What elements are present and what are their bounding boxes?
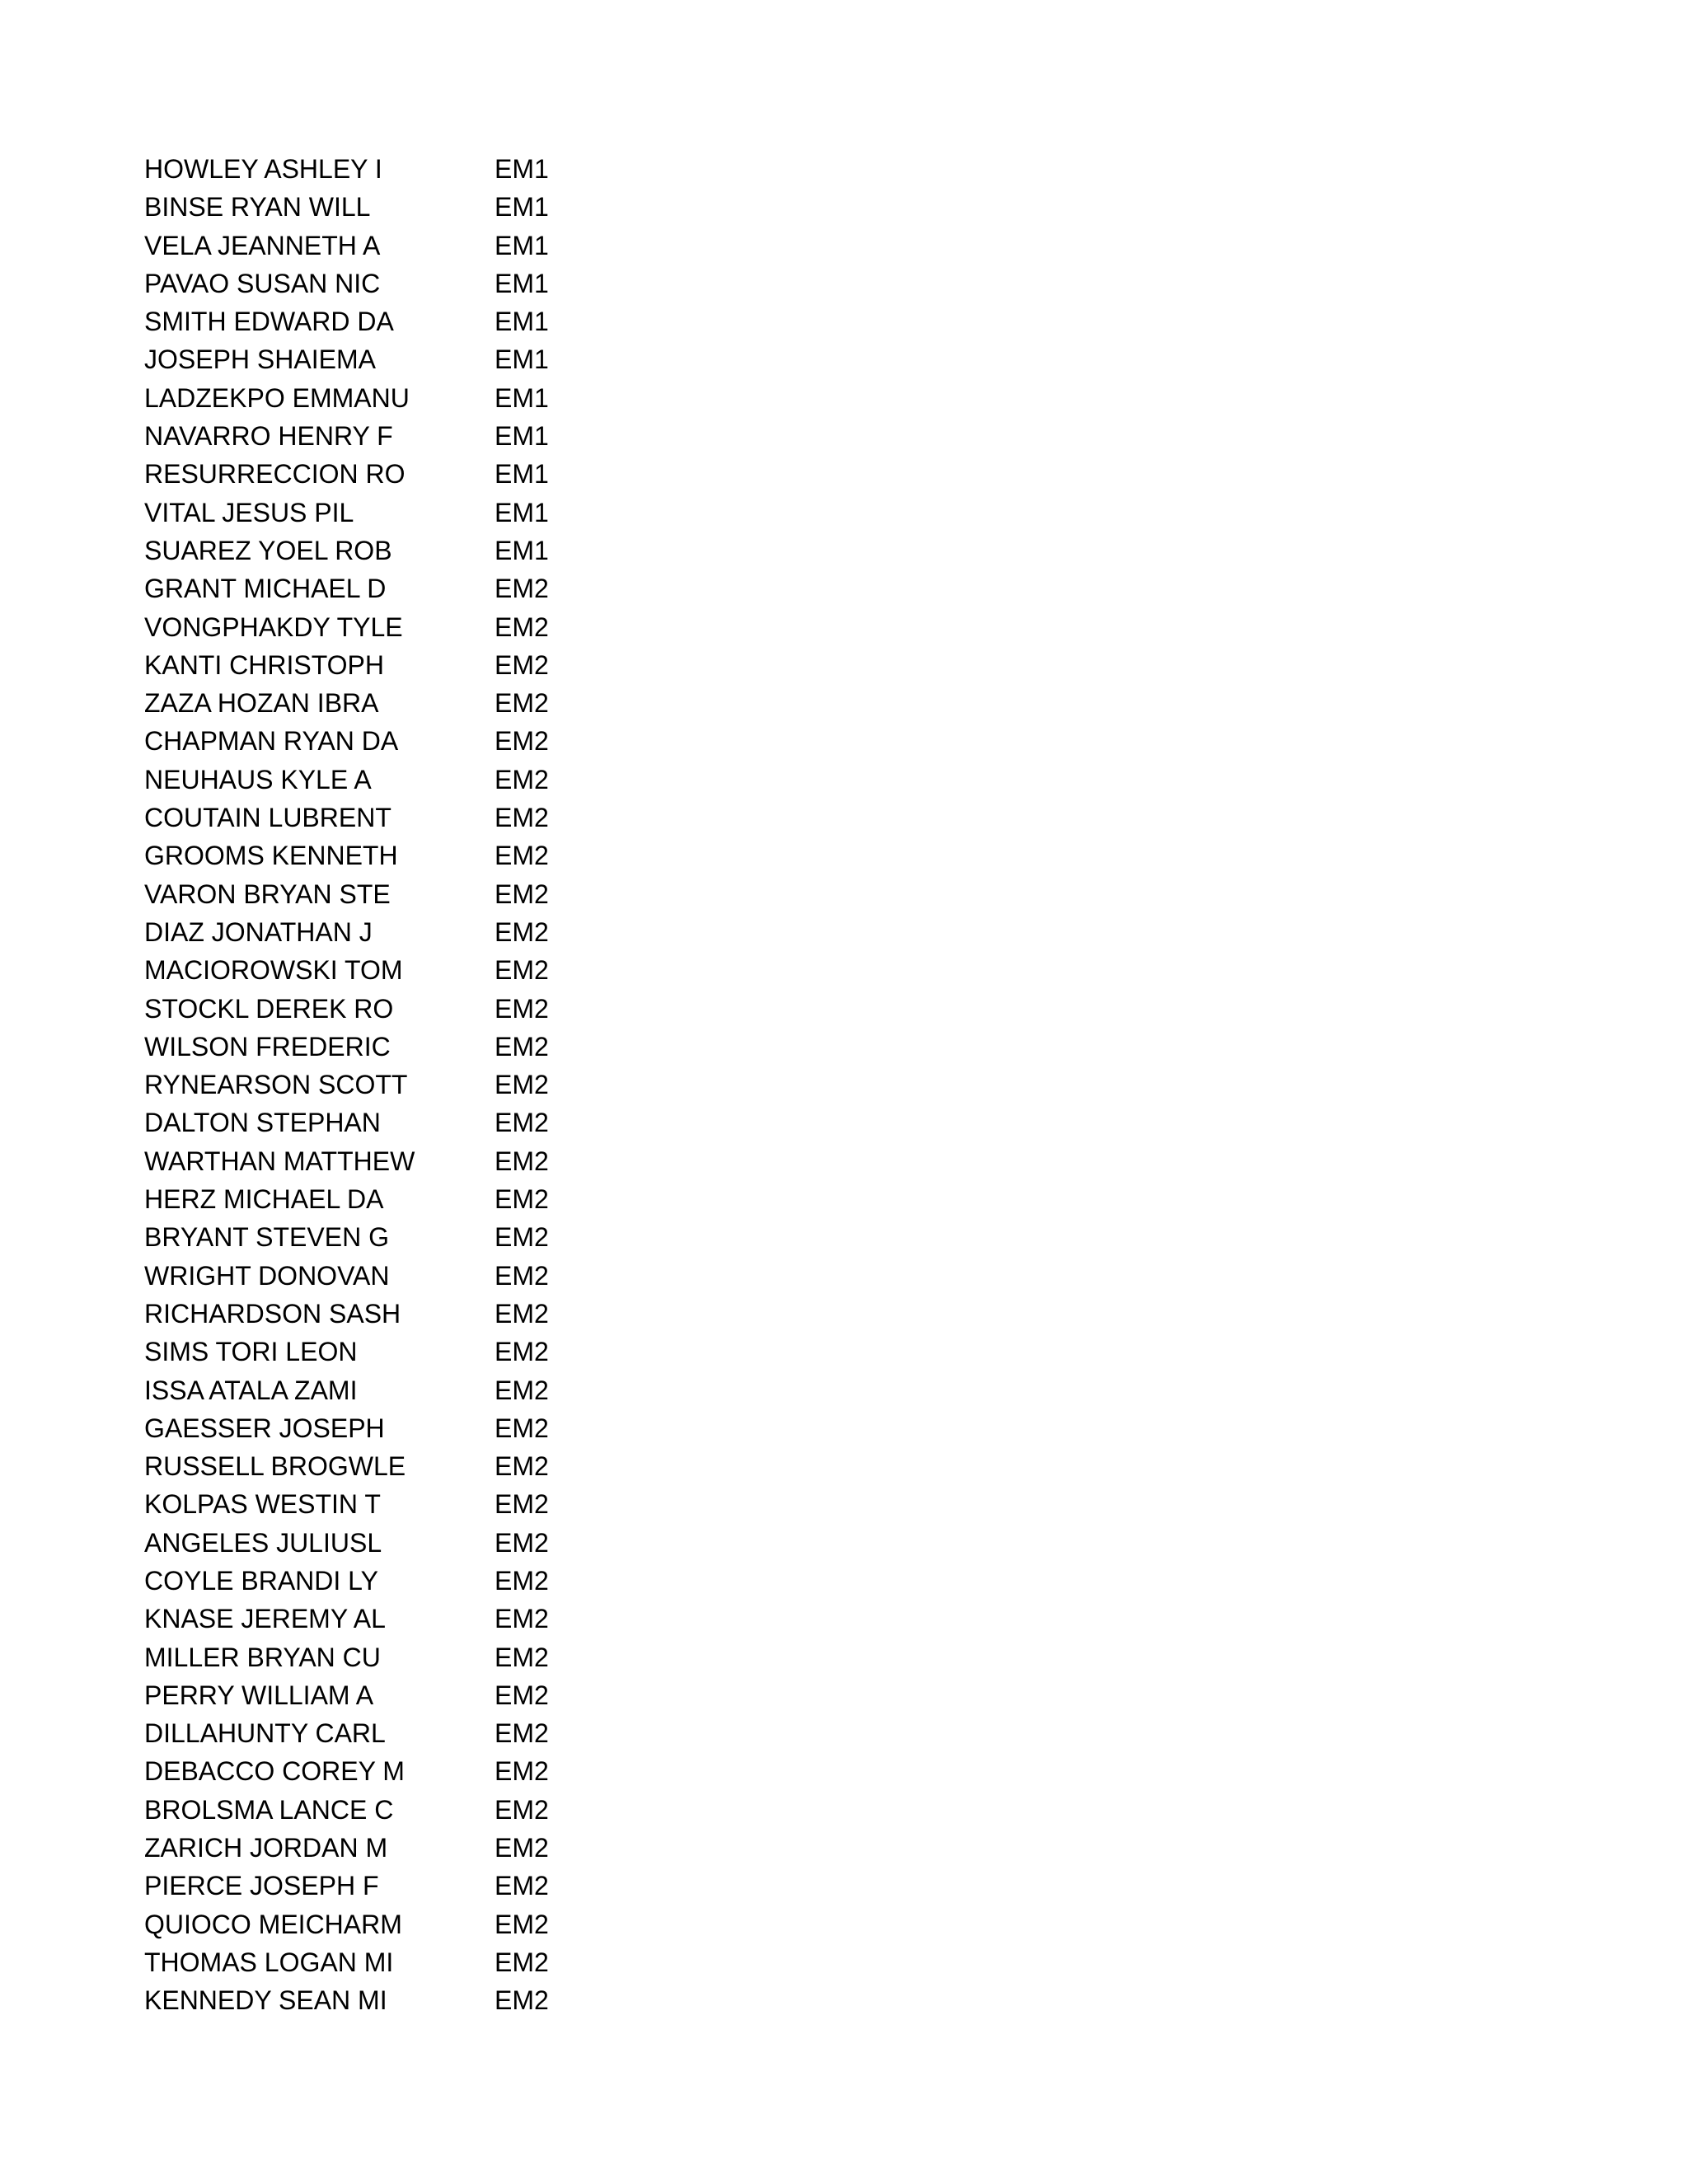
- rate-code: EM2: [495, 688, 549, 719]
- roster-row: [144, 875, 639, 913]
- roster-row: [144, 1142, 639, 1180]
- rate-code: EM2: [495, 1489, 549, 1520]
- person-name: LADZEKPO EMMANU: [144, 382, 410, 413]
- rate-code: EM2: [495, 574, 549, 604]
- person-name: JOSEPH SHAIEMA: [144, 344, 376, 375]
- rate-code: EM2: [495, 916, 549, 947]
- rate-code: EM2: [495, 1260, 549, 1291]
- rate-code: EM2: [495, 1298, 549, 1329]
- person-name: VARON BRYAN STE: [144, 879, 391, 909]
- roster-row: [144, 1447, 639, 1485]
- person-name: RUSSELL BROGWLE: [144, 1451, 406, 1482]
- person-name: BINSE RYAN WILL: [144, 192, 371, 223]
- rate-code: EM2: [495, 1031, 549, 1062]
- person-name: PIERCE JOSEPH F: [144, 1871, 379, 1901]
- roster-row: [144, 1562, 639, 1600]
- rate-code: EM2: [495, 764, 549, 794]
- person-name: ZARICH JORDAN M: [144, 1833, 388, 1863]
- person-name: STOCKL DEREK RO: [144, 993, 394, 1024]
- rate-code: EM2: [495, 1909, 549, 1939]
- roster-row: [144, 302, 639, 340]
- roster-row: [144, 1371, 639, 1409]
- person-name: DILLAHUNTY CARL: [144, 1718, 386, 1749]
- rate-code: EM1: [495, 497, 549, 527]
- rate-code: EM2: [495, 1871, 549, 1901]
- person-name: SUAREZ YOEL ROB: [144, 535, 392, 565]
- roster-row: [144, 1066, 639, 1104]
- roster-row: [144, 1714, 639, 1752]
- person-name: GROOMS KENNETH: [144, 841, 398, 871]
- rate-code: EM1: [495, 459, 549, 490]
- person-name: BROLSMA LANCE C: [144, 1794, 394, 1825]
- person-name: PAVAO SUSAN NIC: [144, 268, 381, 298]
- roster-row: [144, 761, 639, 799]
- roster-row: [144, 417, 639, 455]
- rate-code: EM1: [495, 230, 549, 260]
- roster-row: [144, 1943, 639, 1981]
- person-name: MILLER BRYAN CU: [144, 1642, 381, 1672]
- roster-row: [144, 1600, 639, 1638]
- person-name: SIMS TORI LEON: [144, 1337, 358, 1367]
- roster-row: [144, 1524, 639, 1562]
- person-name: WARTHAN MATTHEW: [144, 1146, 415, 1176]
- person-name: NEUHAUS KYLE A: [144, 764, 372, 794]
- rate-code: EM2: [495, 649, 549, 680]
- person-name: QUIOCO MEICHARM: [144, 1909, 402, 1939]
- roster-row: [144, 1905, 639, 1943]
- roster-row: [144, 569, 639, 607]
- rate-code: EM1: [495, 535, 549, 565]
- rate-code: EM2: [495, 1146, 549, 1176]
- roster-row: [144, 1485, 639, 1523]
- rate-code: EM2: [495, 879, 549, 909]
- rate-code: EM1: [495, 154, 549, 184]
- rate-code: EM2: [495, 955, 549, 986]
- rate-code: EM2: [495, 1108, 549, 1138]
- rate-code: EM2: [495, 1604, 549, 1634]
- person-name: GRANT MICHAEL D: [144, 574, 387, 604]
- person-name: DIAZ JONATHAN J: [144, 916, 373, 947]
- person-name: VELA JEANNETH A: [144, 230, 381, 260]
- rate-code: EM1: [495, 421, 549, 452]
- roster-row: [144, 951, 639, 989]
- roster-row: [144, 1752, 639, 1790]
- roster-row: [144, 837, 639, 874]
- rate-code: EM2: [495, 1413, 549, 1443]
- person-name: RYNEARSON SCOTT: [144, 1070, 408, 1100]
- person-name: ANGELES JULIUSL: [144, 1527, 382, 1558]
- roster-row: [144, 646, 639, 684]
- rate-code: EM1: [495, 192, 549, 223]
- person-name: KOLPAS WESTIN T: [144, 1489, 381, 1520]
- person-name: ISSA ATALA ZAMI: [144, 1375, 358, 1405]
- rate-code: EM1: [495, 382, 549, 413]
- person-name: PERRY WILLIAM A: [144, 1680, 374, 1710]
- rate-code: EM1: [495, 344, 549, 375]
- person-name: RESURRECCION RO: [144, 459, 406, 490]
- rate-code: EM2: [495, 1375, 549, 1405]
- person-name: KNASE JEREMY AL: [144, 1604, 386, 1634]
- person-name: HOWLEY ASHLEY I: [144, 154, 382, 184]
- roster-row: [144, 1028, 639, 1066]
- person-name: SMITH EDWARD DA: [144, 307, 394, 337]
- rate-code: EM2: [495, 1451, 549, 1482]
- rate-code: EM2: [495, 1985, 549, 2016]
- rate-code: EM2: [495, 1947, 549, 1977]
- roster-row: [144, 1218, 639, 1256]
- roster-row: [144, 722, 639, 760]
- rate-code: EM2: [495, 1565, 549, 1596]
- roster-row: [144, 913, 639, 951]
- rate-code: EM2: [495, 1833, 549, 1863]
- rate-code: EM2: [495, 993, 549, 1024]
- person-name: WRIGHT DONOVAN: [144, 1260, 390, 1291]
- roster-row: [144, 1638, 639, 1676]
- rate-code: EM2: [495, 1642, 549, 1672]
- roster-row: [144, 799, 639, 837]
- rate-code: EM2: [495, 612, 549, 642]
- roster-row: [144, 1981, 639, 2019]
- person-name: DALTON STEPHAN: [144, 1108, 381, 1138]
- roster-row: [144, 1180, 639, 1218]
- person-name: GAESSER JOSEPH: [144, 1413, 385, 1443]
- person-name: WILSON FREDERIC: [144, 1031, 391, 1062]
- rate-code: EM1: [495, 268, 549, 298]
- roster-row: [144, 1867, 639, 1905]
- roster-row: [144, 608, 639, 646]
- roster-row: [144, 494, 639, 532]
- roster-row: [144, 150, 639, 188]
- person-name: DEBACCO COREY M: [144, 1756, 405, 1787]
- roster-row: [144, 532, 639, 569]
- rate-code: EM2: [495, 1756, 549, 1787]
- roster-row: [144, 455, 639, 493]
- roster-row: [144, 1791, 639, 1829]
- roster-row: [144, 1333, 639, 1371]
- person-name: BRYANT STEVEN G: [144, 1222, 389, 1253]
- person-name: KENNEDY SEAN MI: [144, 1985, 387, 2016]
- roster-row: [144, 1104, 639, 1141]
- roster-row: [144, 1676, 639, 1714]
- person-name: VITAL JESUS PIL: [144, 497, 354, 527]
- rate-code: EM2: [495, 1794, 549, 1825]
- rate-code: EM1: [495, 307, 549, 337]
- roster-row: [144, 684, 639, 722]
- person-name: MACIOROWSKI TOM: [144, 955, 403, 986]
- rate-code: EM2: [495, 1337, 549, 1367]
- person-name: COYLE BRANDI LY: [144, 1565, 378, 1596]
- rate-code: EM2: [495, 1527, 549, 1558]
- rate-code: EM2: [495, 1222, 549, 1253]
- roster-row: [144, 990, 639, 1028]
- roster-row: [144, 1409, 639, 1447]
- roster-row: [144, 340, 639, 378]
- roster-row: [144, 1829, 639, 1867]
- person-name: THOMAS LOGAN MI: [144, 1947, 394, 1977]
- roster-list: [144, 150, 639, 2020]
- person-name: CHAPMAN RYAN DA: [144, 726, 399, 757]
- person-name: KANTI CHRISTOPH: [144, 649, 384, 680]
- person-name: COUTAIN LUBRENT: [144, 803, 392, 833]
- rate-code: EM2: [495, 1184, 549, 1215]
- rate-code: EM2: [495, 803, 549, 833]
- person-name: VONGPHAKDY TYLE: [144, 612, 403, 642]
- roster-row: [144, 1257, 639, 1295]
- roster-row: [144, 188, 639, 226]
- rate-code: EM2: [495, 726, 549, 757]
- roster-row: [144, 379, 639, 417]
- roster-row: [144, 1295, 639, 1333]
- person-name: NAVARRO HENRY F: [144, 421, 393, 452]
- person-name: HERZ MICHAEL DA: [144, 1184, 384, 1215]
- roster-row: [144, 227, 639, 265]
- person-name: RICHARDSON SASH: [144, 1298, 401, 1329]
- rate-code: EM2: [495, 1070, 549, 1100]
- person-name: ZAZA HOZAN IBRA: [144, 688, 379, 719]
- rate-code: EM2: [495, 1718, 549, 1749]
- rate-code: EM2: [495, 841, 549, 871]
- roster-row: [144, 265, 639, 302]
- rate-code: EM2: [495, 1680, 549, 1710]
